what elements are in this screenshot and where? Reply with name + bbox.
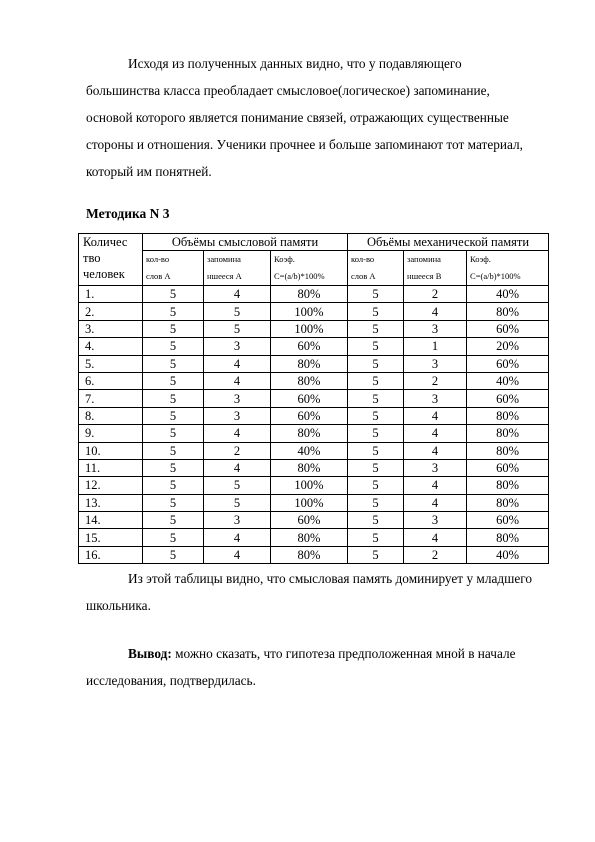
- table-row: [79, 320, 549, 337]
- table-cell: 5: [348, 546, 404, 563]
- table-cell: 5: [143, 303, 204, 320]
- table-cell: 6.: [79, 372, 143, 389]
- table-cell: 5: [204, 303, 271, 320]
- table-cell: 80%: [467, 407, 549, 424]
- table-cell: 5: [348, 338, 404, 355]
- table-cell: 5: [143, 494, 204, 511]
- intro-line: который им понятней.: [86, 164, 212, 179]
- table-cell: 5: [143, 477, 204, 494]
- table-cell: 2.: [79, 303, 143, 320]
- table-cell: 5: [348, 303, 404, 320]
- table-cell: 60%: [467, 459, 549, 476]
- table-cell: 60%: [467, 390, 549, 407]
- table-cell: 4: [204, 529, 271, 546]
- table-cell: 4: [204, 546, 271, 563]
- table-row: [79, 286, 549, 303]
- table-row: [79, 494, 549, 511]
- table-cell: 3: [204, 512, 271, 529]
- conclusion-line: исследования, подтвердилась.: [86, 673, 256, 688]
- table-cell: 5: [348, 529, 404, 546]
- table-cell: 4: [204, 425, 271, 442]
- intro-line: большинства класса преобладает смысловое(логическое) запоминание,: [86, 83, 490, 98]
- subheader-cell: запоминa ншееся А: [204, 251, 271, 286]
- table-cell: 4: [204, 372, 271, 389]
- table-row: [79, 372, 549, 389]
- table-cell: 7.: [79, 390, 143, 407]
- table-cell: 4: [404, 407, 467, 424]
- table-cell: 4: [404, 477, 467, 494]
- conclusion-label: Вывод:: [128, 646, 172, 661]
- table-cell: 4: [404, 442, 467, 459]
- table-cell: 4: [204, 459, 271, 476]
- section-heading: Методика N 3: [86, 206, 170, 221]
- table-cell: 5: [348, 372, 404, 389]
- table-cell: 5: [204, 320, 271, 337]
- table-cell: 5: [348, 390, 404, 407]
- table-cell: 5: [204, 477, 271, 494]
- table-cell: 5: [143, 442, 204, 459]
- table-cell: 80%: [467, 303, 549, 320]
- intro-line: стороны и отношения. Ученики прочнее и больше запоминают тот материал,: [86, 137, 523, 152]
- table-row: [79, 529, 549, 546]
- table-cell: 5: [143, 390, 204, 407]
- table-cell: 5: [348, 355, 404, 372]
- table-cell: 3.: [79, 320, 143, 337]
- table-cell: 40%: [271, 442, 348, 459]
- table-cell: 60%: [271, 338, 348, 355]
- table-cell: 5: [348, 286, 404, 303]
- subheader-cell: запоминa ншееся В: [404, 251, 467, 286]
- table-cell: 4: [404, 303, 467, 320]
- table-cell: 4: [404, 425, 467, 442]
- table-cell: 3: [404, 512, 467, 529]
- table-row: [79, 355, 549, 372]
- table-cell: 2: [404, 546, 467, 563]
- table-cell: 13.: [79, 494, 143, 511]
- table-cell: 80%: [467, 442, 549, 459]
- count-header: Количес тво человек: [79, 234, 143, 286]
- table-cell: 80%: [271, 425, 348, 442]
- table-cell: 5: [348, 442, 404, 459]
- table-cell: 80%: [467, 529, 549, 546]
- semantic-memory-header: Объёмы смысловой памяти: [143, 234, 348, 251]
- table-cell: 60%: [467, 355, 549, 372]
- table-cell: 80%: [467, 477, 549, 494]
- table-cell: 1: [404, 338, 467, 355]
- table-cell: 100%: [271, 303, 348, 320]
- subheader-cell: кол-во слов А: [143, 251, 204, 286]
- table-cell: 5: [143, 529, 204, 546]
- subheader-cell: Коэф. С=(a/b)*100%: [271, 251, 348, 286]
- table-cell: 5: [143, 512, 204, 529]
- table-cell: 100%: [271, 320, 348, 337]
- table-cell: 8.: [79, 407, 143, 424]
- table-row: [79, 390, 549, 407]
- table-cell: 5: [348, 407, 404, 424]
- table-cell: 14.: [79, 512, 143, 529]
- table-row: [79, 477, 549, 494]
- table-cell: 4.: [79, 338, 143, 355]
- table-cell: 10.: [79, 442, 143, 459]
- results-table: [78, 233, 549, 564]
- summary-line: школьника.: [86, 598, 151, 613]
- mechanical-memory-header: Объёмы механической памяти: [348, 234, 549, 251]
- table-cell: 5: [143, 355, 204, 372]
- table-cell: 9.: [79, 425, 143, 442]
- table-cell: 1.: [79, 286, 143, 303]
- table-cell: 40%: [467, 286, 549, 303]
- table-cell: 2: [204, 442, 271, 459]
- table-cell: 5: [348, 477, 404, 494]
- table-cell: 5: [143, 286, 204, 303]
- table-row: [79, 425, 549, 442]
- table-cell: 5: [348, 425, 404, 442]
- table-row: [79, 303, 549, 320]
- table-cell: 3: [204, 338, 271, 355]
- table-cell: 3: [204, 407, 271, 424]
- table-row: [79, 459, 549, 476]
- table-cell: 60%: [271, 407, 348, 424]
- table-row: [79, 338, 549, 355]
- table-cell: 2: [404, 372, 467, 389]
- table-cell: 12.: [79, 477, 143, 494]
- intro-line: Исходя из полученных данных видно, что у подавляющего: [128, 56, 462, 71]
- table-cell: 60%: [467, 320, 549, 337]
- subheader-cell: Коэф. С=(a/b)*100%: [467, 251, 549, 286]
- table-cell: 5: [143, 425, 204, 442]
- table-row: [79, 546, 549, 563]
- table-cell: 80%: [271, 546, 348, 563]
- table-cell: 5: [143, 372, 204, 389]
- table-cell: 80%: [467, 425, 549, 442]
- table-cell: 5: [143, 407, 204, 424]
- table-cell: 15.: [79, 529, 143, 546]
- summary-line: Из этой таблицы видно, что смысловая память доминирует у младшего: [128, 571, 533, 586]
- table-cell: 2: [404, 286, 467, 303]
- table-cell: 3: [404, 320, 467, 337]
- table-cell: 80%: [271, 286, 348, 303]
- table-cell: 5: [348, 494, 404, 511]
- table-cell: 60%: [467, 512, 549, 529]
- table-cell: 4: [404, 494, 467, 511]
- table-cell: 5: [143, 338, 204, 355]
- table-cell: 5.: [79, 355, 143, 372]
- table-row: [79, 442, 549, 459]
- table-row: [79, 407, 549, 424]
- table-cell: 60%: [271, 512, 348, 529]
- table-cell: 5: [348, 320, 404, 337]
- table-cell: 11.: [79, 459, 143, 476]
- table-cell: 5: [143, 546, 204, 563]
- table-cell: 5: [348, 459, 404, 476]
- table-cell: 80%: [271, 372, 348, 389]
- table-cell: 80%: [271, 459, 348, 476]
- table-cell: 80%: [271, 355, 348, 372]
- intro-line: основой которого является понимание связей, отражающих существенные: [86, 110, 509, 125]
- table-row: [79, 512, 549, 529]
- table-body: [79, 286, 549, 564]
- conclusion-paragraph: [86, 640, 556, 694]
- table-cell: 40%: [467, 546, 549, 563]
- table-cell: 3: [404, 459, 467, 476]
- table-cell: 4: [404, 529, 467, 546]
- table-cell: 5: [348, 512, 404, 529]
- table-cell: 5: [143, 459, 204, 476]
- table-cell: 80%: [467, 494, 549, 511]
- table-cell: 4: [204, 286, 271, 303]
- table-summary-paragraph: [86, 565, 556, 619]
- table-cell: 16.: [79, 546, 143, 563]
- table-cell: 100%: [271, 494, 348, 511]
- table-cell: 80%: [271, 529, 348, 546]
- subheader-cell: кол-во слов А: [348, 251, 404, 286]
- conclusion-line: можно сказать, что гипотеза предположенная мной в начале: [171, 646, 516, 661]
- intro-paragraph: [86, 50, 556, 185]
- table-cell: 3: [404, 355, 467, 372]
- table-cell: 100%: [271, 477, 348, 494]
- table-cell: 5: [143, 320, 204, 337]
- table-cell: 20%: [467, 338, 549, 355]
- table-cell: 5: [204, 494, 271, 511]
- table-cell: 40%: [467, 372, 549, 389]
- table-cell: 4: [204, 355, 271, 372]
- table-cell: 60%: [271, 390, 348, 407]
- table-cell: 3: [404, 390, 467, 407]
- table-cell: 3: [204, 390, 271, 407]
